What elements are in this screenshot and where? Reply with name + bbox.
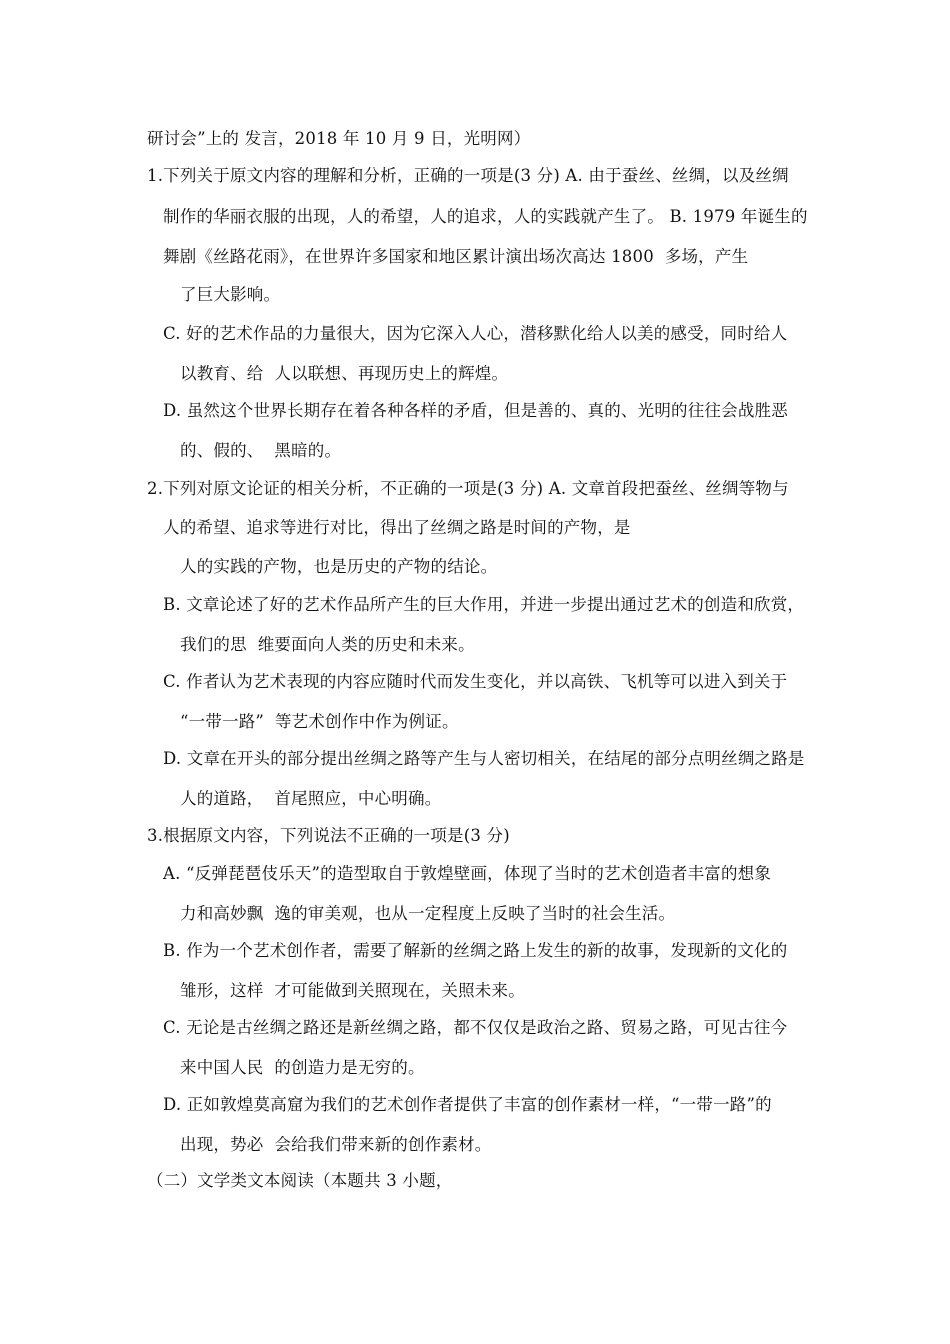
question-2-text-line: 人的希望、追求等进行对比，得出了丝绸之路是时间的产物，是	[163, 518, 631, 537]
question-3-option-a-cont: 力和高妙飘 逸的审美观，也从一定程度上反映了当时的社会生活。	[180, 904, 676, 923]
question-3-option-b-cont: 雏形，这样 才可能做到关照现在，关照未来。	[180, 981, 525, 1000]
question-3-option-c-cont: 来中国人民 的创造力是无穷的。	[180, 1058, 425, 1077]
question-1-text-line: 制作的华丽衣服的出现，人的希望，人的追求，人的实践就产生了。 B. 1979 年诞生的	[163, 207, 808, 226]
question-1-option-d-cont: 的、假的、 黑暗的。	[180, 441, 342, 460]
question-2-text-line: 人的实践的产物，也是历史的产物的结论。	[180, 557, 498, 576]
question-2-option-d: D. 文章在开头的部分提出丝绸之路等产生与人密切相关，在结尾的部分点明丝绸之路是	[163, 749, 805, 768]
question-2-option-b-cont: 我们的思 维要面向人类的历史和未来。	[180, 635, 475, 654]
question-3-option-a: A. “反弹琵琶伎乐天”的造型取自于敦煌壁画，体现了当时的艺术创造者丰富的想象	[163, 864, 772, 883]
question-2-option-c: C. 作者认为艺术表现的内容应随时代而发生变化，并以高铁、飞机等可以进入到关于	[163, 672, 788, 691]
question-3-stem-line: 3.根据原文内容，下列说法不正确的一项是(3 分)	[147, 826, 510, 845]
question-1-option-c-cont: 以教育、给 人以联想、再现历史上的辉煌。	[180, 364, 509, 383]
question-2-option-b: B. 文章论述了好的艺术作品所产生的巨大作用，并进一步提出通过艺术的创造和欣赏，	[163, 595, 805, 614]
source-citation-line: 研讨会”上的 发言，2018 年 10 月 9 日，光明网）	[147, 129, 531, 148]
question-1-option-c: C. 好的艺术作品的力量很大，因为它深入人心，潜移默化给人以美的感受，同时给人	[163, 324, 788, 343]
question-2-stem-line: 2.下列对原文论证的相关分析，不正确的一项是(3 分) A. 文章首段把蚕丝、丝绸等物与	[147, 479, 789, 498]
question-2-option-c-cont: “一带一路” 等艺术创作中作为例证。	[180, 712, 459, 731]
question-1-stem-line: 1.下列关于原文内容的理解和分析，正确的一项是(3 分) A. 由于蚕丝、丝绸，以及丝绸	[147, 166, 789, 185]
question-3-option-d-cont: 出现，势必 会给我们带来新的创作素材。	[180, 1135, 492, 1154]
question-1-option-d: D. 虽然这个世界长期存在着各种各样的矛盾，但是善的、真的、光明的往往会战胜恶	[163, 401, 788, 420]
section-heading: （二）文学类文本阅读（本题共 3 小题，	[147, 1171, 453, 1190]
question-3-option-b: B. 作为一个艺术创作者，需要了解新的丝绸之路上发生的新的故事，发现新的文化的	[163, 941, 788, 960]
question-1-text-line: 了巨大影响。	[180, 285, 281, 304]
question-2-option-d-cont: 人的道路， 首尾照应，中心明确。	[180, 789, 442, 808]
question-3-option-d: D. 正如敦煌莫高窟为我们的艺术创作者提供了丰富的创作素材一样，“一带一路”的	[163, 1095, 772, 1114]
question-1-text-line: 舞剧《丝路花雨》，在世界许多国家和地区累计演出场次高达 1800 多场，产生	[163, 247, 749, 266]
question-3-option-c: C. 无论是古丝绸之路还是新丝绸之路，都不仅仅是政治之路、贸易之路，可见古往今	[163, 1018, 788, 1037]
